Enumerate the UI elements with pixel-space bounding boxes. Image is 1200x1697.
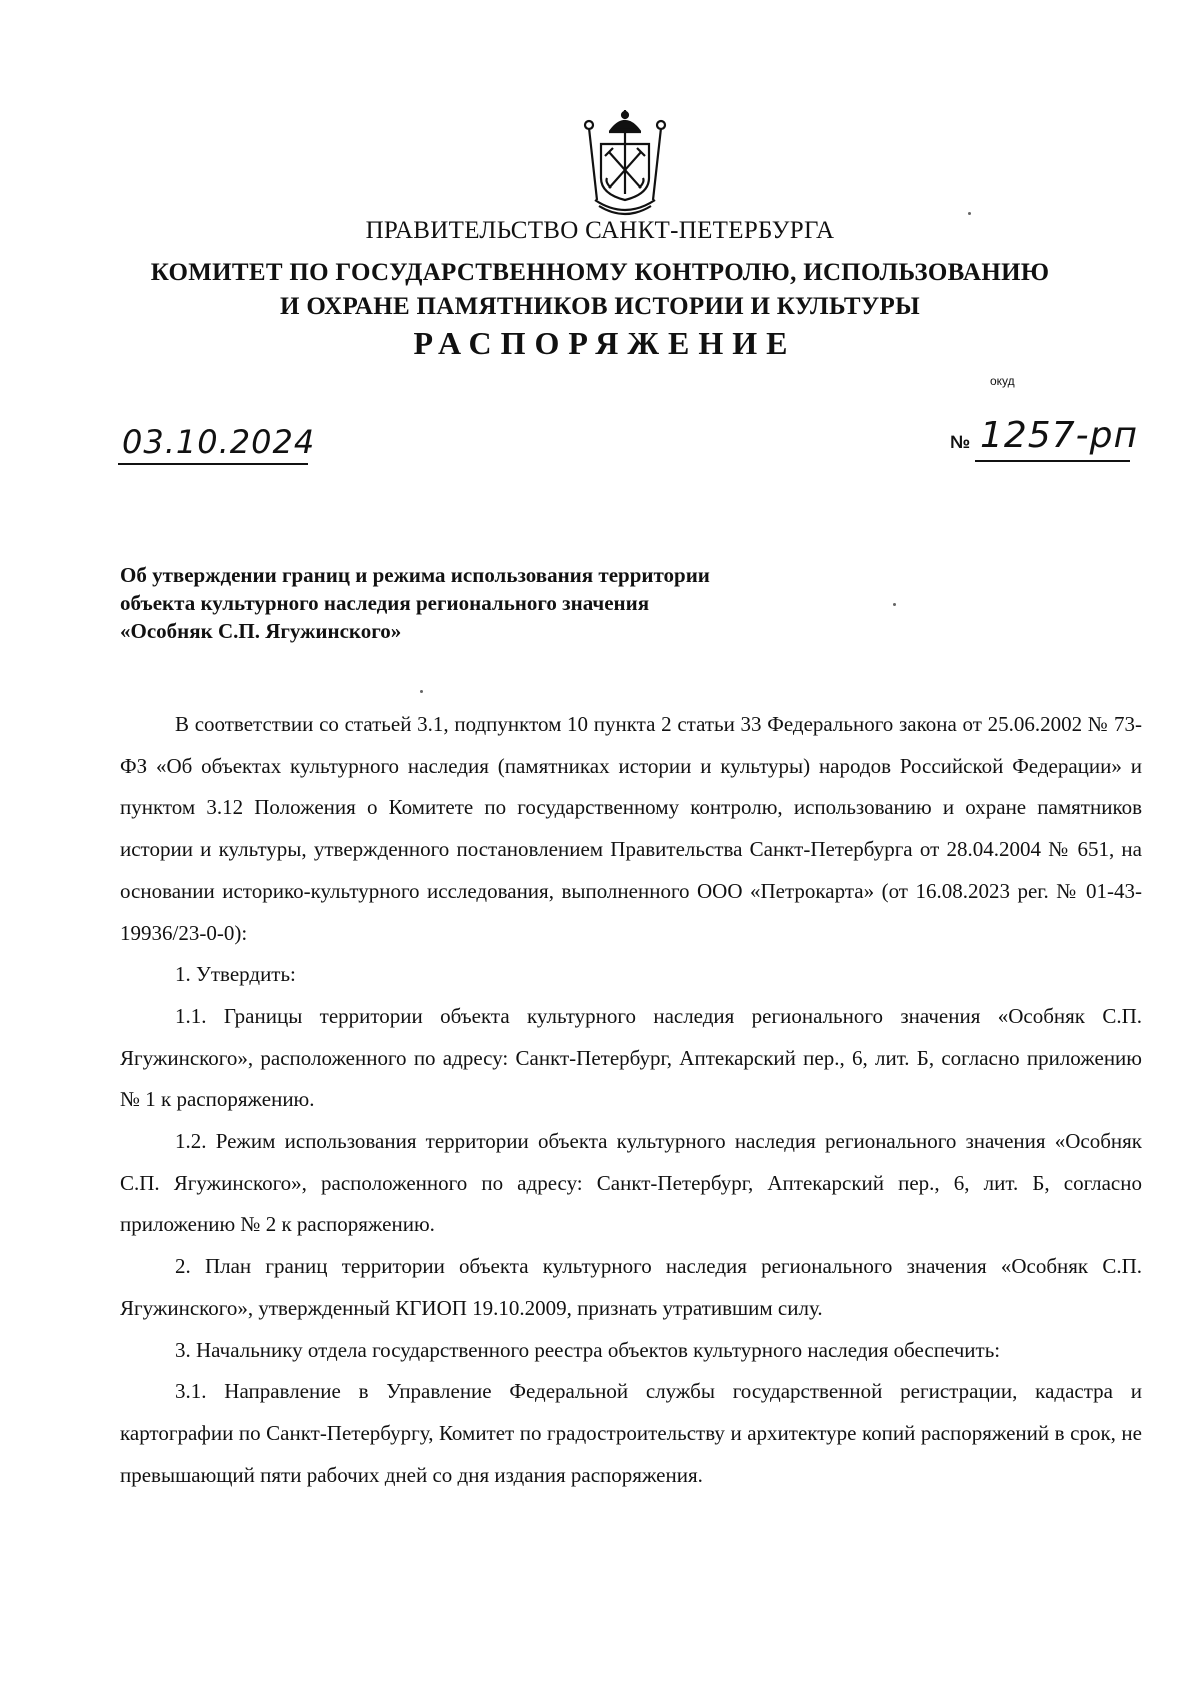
- date-underline: [118, 463, 308, 465]
- committee-title-line-2: И ОХРАНЕ ПАМЯТНИКОВ ИСТОРИИ И КУЛЬТУРЫ: [280, 293, 920, 320]
- subject-line-2: объекта культурного наследия регионального значения: [120, 591, 650, 615]
- document-number: 1257-рп: [980, 415, 1138, 456]
- document-date: 03.10.2024: [122, 423, 316, 461]
- document-type: РАСПОРЯЖЕНИЕ: [413, 325, 797, 361]
- paragraph-1-1: 1.1. Границы территории объекта культурного наследия регионального значения «Особняк С.П. Ягужинского», расположенного по адресу: Санкт-Петербург, Аптекарский пер., 6, лит. Б, согласно приложению № 1 к распоряжению.: [120, 1003, 1142, 1112]
- okud-label: окуд: [990, 374, 1015, 388]
- scan-speck: [968, 212, 971, 215]
- committee-title-line-1: КОМИТЕТ ПО ГОСУДАРСТВЕННОМУ КОНТРОЛЮ, ИСПОЛЬЗОВАНИЮ: [150, 259, 1050, 286]
- government-title: ПРАВИТЕЛЬСТВО САНКТ-ПЕТЕРБУРГА: [365, 217, 835, 244]
- paragraph-3-1: 3.1. Направление в Управление Федеральной службы государственной регистрации, кадастра и картографии по Санкт-Петербургу, Комитет по градостроительству и архитектуре копий распоряжений в срок, не превышающий пяти рабочих дней со дня издания распоряжения.: [120, 1379, 1142, 1487]
- number-sign: №: [950, 432, 971, 452]
- paragraph-2: 2. План границ территории объекта культурного наследия регионального значения «Особняк С.П. Ягужинского», утвержденный КГИОП 19.10.2009, признать утратившим силу.: [120, 1254, 1142, 1320]
- subject-line-3: «Особняк С.П. Ягужинского»: [120, 619, 402, 643]
- committee-title: [0, 256, 1200, 324]
- number-underline: [975, 460, 1130, 462]
- coat-of-arms-icon: [575, 108, 675, 216]
- scan-speck: [893, 603, 896, 606]
- document-body: [120, 704, 1142, 1496]
- document-subject: [120, 561, 710, 645]
- paragraph-1: 1. Утвердить:: [175, 962, 296, 987]
- paragraph-1-2: 1.2. Режим использования территории объекта культурного наследия регионального значения «Особняк С.П. Ягужинского», расположенного по адресу: Санкт-Петербург, Аптекарский пер., 6, лит. Б, согласно приложению № 2 к распоряжению.: [120, 1129, 1142, 1237]
- paragraph-preamble: В соответствии со статьей 3.1, подпунктом 10 пункта 2 статьи 33 Федерального закона от 25.06.2002 № 73-ФЗ «Об объектах культурного наследия (памятниках истории и культуры) народов Российской Федерации» и пунктом 3.12 Положения о Комитете по государственному контролю, использованию и охране памятников истории и культуры, утвержденного постановлением Правительства Санкт-Петербурга от 28.04.2004 № 651, на основании историко-культурного исследования, выполненного ООО «Петрокарта» (от 16.08.2023 рег. № 01-43-19936/23-0-0):: [120, 712, 1142, 945]
- paragraph-3: 3. Начальнику отдела государственного реестра объектов культурного наследия обеспечить:: [175, 1337, 1001, 1362]
- subject-line-1: Об утверждении границ и режима использования территории: [120, 563, 710, 587]
- scan-speck: [420, 690, 423, 693]
